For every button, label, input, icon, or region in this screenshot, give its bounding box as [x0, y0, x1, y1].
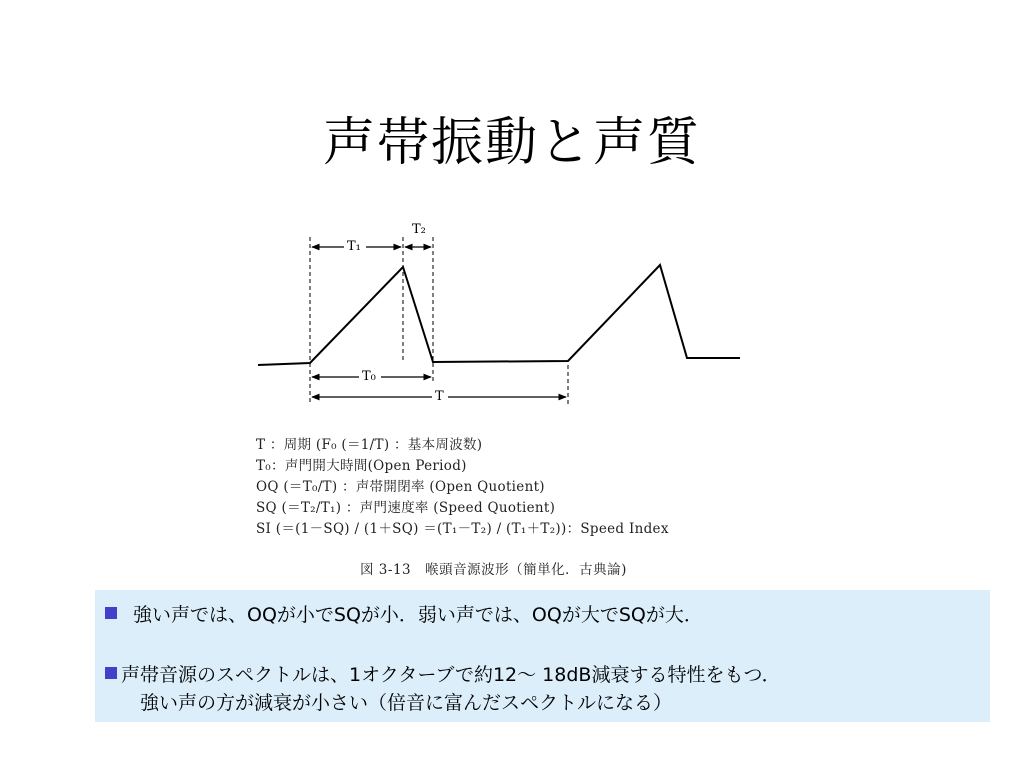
definition-speed-index: SI (＝(1－SQ) / (1＋SQ) ＝(T₁－T₂) / (T₁＋T₂))：Speed Index — [256, 521, 669, 537]
notes-box — [95, 590, 990, 722]
t1-label: T₁ — [347, 239, 361, 254]
t0-label: T₀ — [362, 369, 376, 384]
definition-open-period: T₀：声門開大時間(Open Period) — [256, 458, 467, 474]
definition-open-quotient: OQ (＝T₀/T) ：声帯開閉率 (Open Quotient) — [256, 479, 545, 495]
slide-title: 声帯振動と声質 — [322, 113, 701, 173]
waveform-diagram — [250, 215, 790, 425]
figure-caption: 図 3-13 喉頭音源波形（簡単化．古典論) — [360, 562, 627, 578]
bullet-item-1 — [105, 600, 703, 627]
bullet-text-2-continued: 強い声の方が減衰が小さい（倍音に富んだスペクトルになる） — [140, 692, 673, 714]
waveform-line — [258, 265, 740, 365]
t2-label: T₂ — [412, 222, 426, 237]
bullet-text-1: 強い声では、OQが小でSQが小．弱い声では、OQが大でSQが大． — [133, 604, 703, 626]
bullet-square-icon — [105, 607, 117, 619]
bullet-item-2 — [105, 660, 781, 687]
bullet-square-icon — [105, 667, 117, 679]
definition-speed-quotient: SQ (＝T₂/T₁) ：声門速度率 (Speed Quotient) — [256, 500, 556, 516]
bullet-text-2: 声帯音源のスペクトルは、1オクターブで約12～ 18dB減衰する特性をもつ． — [121, 664, 781, 686]
glottal-waveform-figure — [250, 215, 790, 585]
definition-period: T ：周期 (F₀ (＝1/T) ：基本周波数) — [256, 437, 483, 453]
definitions-list — [256, 435, 796, 540]
t-label: T — [435, 389, 444, 404]
